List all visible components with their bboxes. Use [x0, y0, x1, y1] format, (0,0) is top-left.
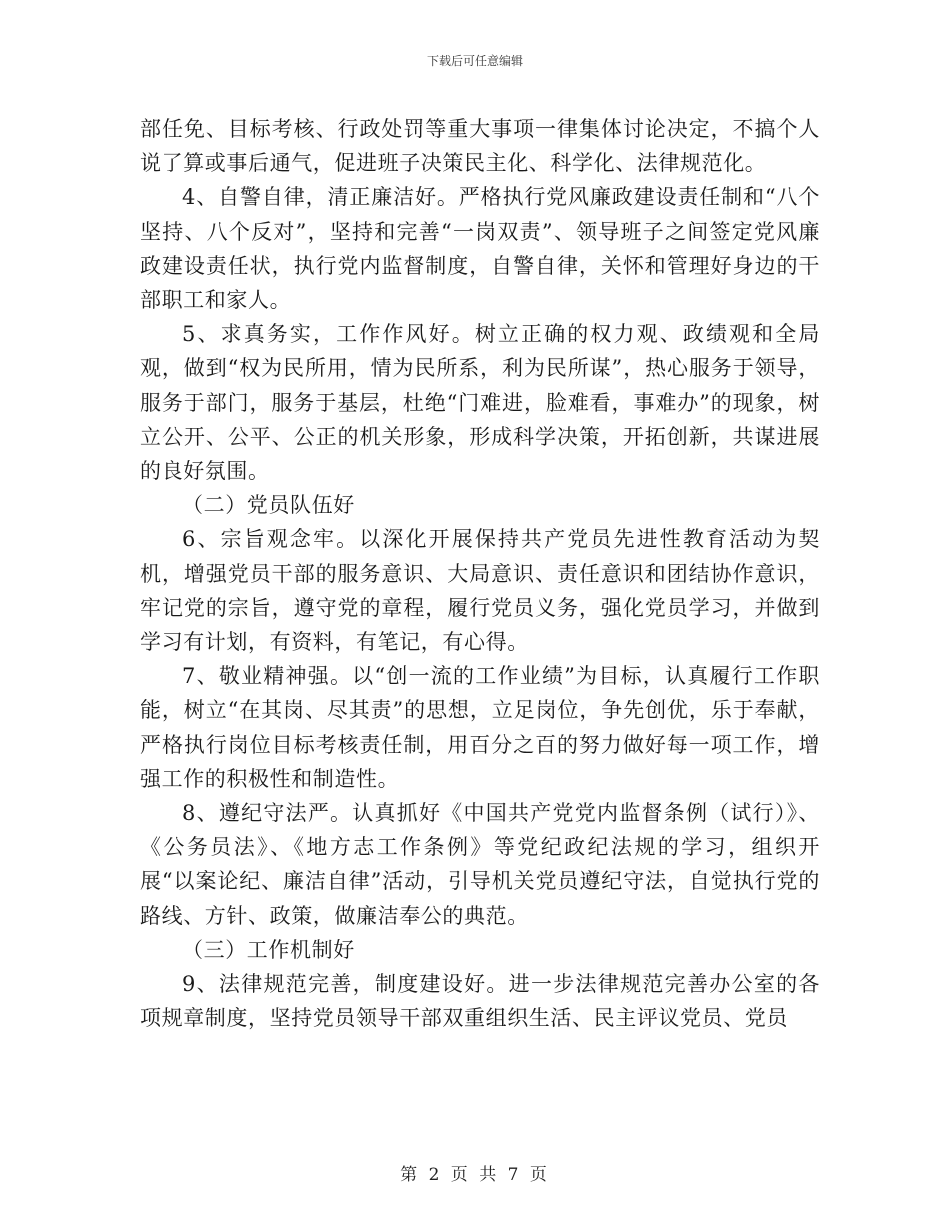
paragraph-item-6: 6、宗旨观念牢。以深化开展保持共产党员先进性教育活动为契机，增强党员干部的服务意识、大局意识、责任意识和团结协作意识，牢记党的宗旨，遵守党的章程，履行党员义务，强化党员学习，并做到学习有计划，有资料，有笔记，有心得。 [140, 527, 820, 655]
section-heading-2: （二）党员队伍好 [182, 493, 355, 518]
paragraph-item-5: 5、求真务实，工作作风好。树立正确的权力观、政绩观和全局观，做到“权为民所用，情为民所系，利为民所谋”，热心服务于领导，服务于部门，服务于基层，杜绝“门难进，脸难看，事难办”的现象，树立公开、公平、公正的机关形象，形成科学决策，开拓创新，共谋进展的良好氛围。 [140, 322, 820, 484]
paragraph-item-7: 7、敬业精神强。以“创一流的工作业绩”为目标，认真履行工作职能，树立“在其岗、尽其责”的思想，立足岗位，争先创优，乐于奉献，严格执行岗位目标考核责任制，用百分之百的努力做好每一项工作，增强工作的积极性和制造性。 [140, 664, 820, 791]
page-number: 第 2 页 共 7 页 [400, 1165, 550, 1185]
paragraph-item-4: 4、自警自律，清正廉洁好。严格执行党风廉政建设责任制和“八个坚持、八个反对”，坚持和完善“一岗双责”、领导班子之间签定党风廉政建设责任状，执行党内监督制度，自警自律，关怀和管理好身边的干部职工和家人。 [140, 185, 820, 313]
paragraph-item-9: 9、法律规范完善，制度建设好。进一步法律规范完善办公室的各项规章制度，坚持党员领导干部双重组织生活、民主评议党员、党员 [140, 972, 820, 1031]
page-header: 下载后可任意编辑 [426, 54, 523, 68]
paragraph-item-8: 8、遵纪守法严。认真抓好《中国共产党党内监督条例（试行）》、《公务员法》、《地方志工作条例》等党纪政纪法规的学习，组织开展“以案论纪、廉洁自律”活动，引导机关党员遵纪守法，自觉执行党的路线、方针、政策，做廉洁奉公的典范。 [140, 801, 820, 928]
section-heading-3: （三）工作机制好 [182, 937, 355, 962]
paragraph-continuation: 部任免、目标考核、行政处罚等重大事项一律集体讨论决定，不搞个人说了算或事后通气，促进班子决策民主化、科学化、法律规范化。 [140, 117, 820, 176]
document-body [140, 112, 820, 1035]
